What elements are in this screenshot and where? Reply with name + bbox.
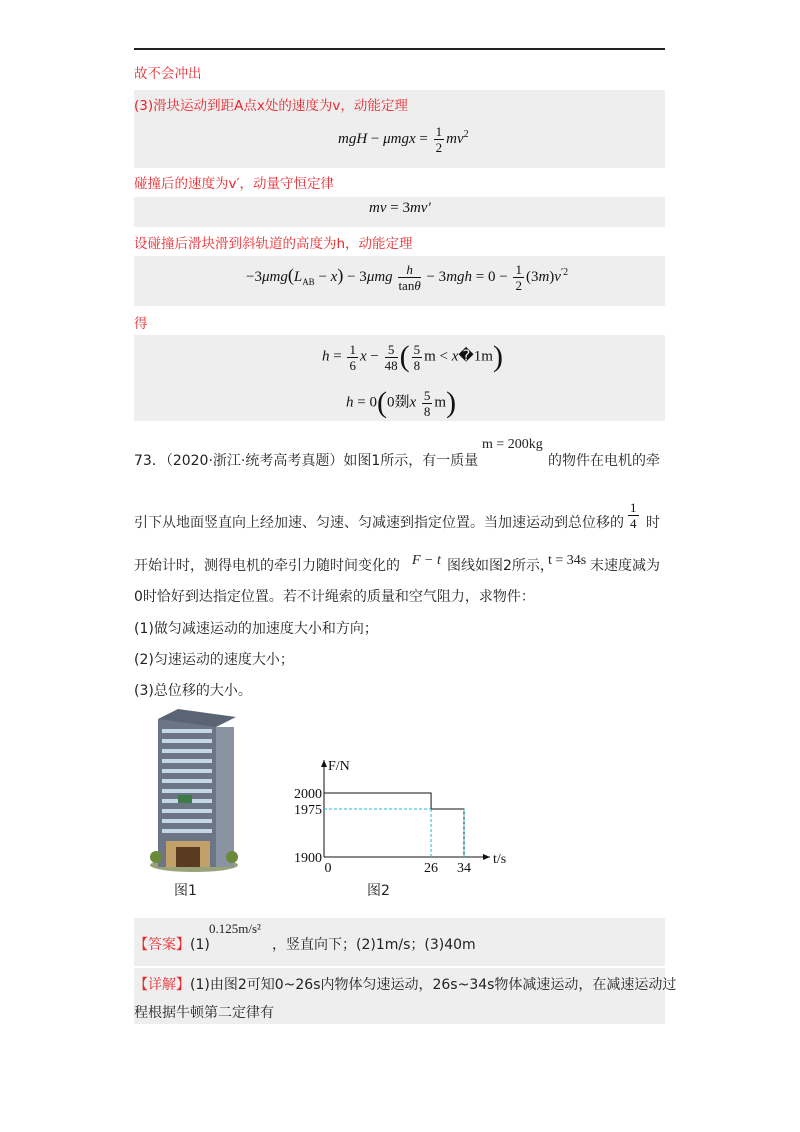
- solution-line-b: (3)滑块运动到距A点x处的速度为v，动能定理: [134, 98, 408, 114]
- series-line: [324, 793, 464, 857]
- detail-label: 【详解】: [134, 977, 190, 993]
- problem-line-3a: 开始计时，测得电机的牵引力随时间变化的: [134, 558, 400, 574]
- figure-1-caption: 图1: [174, 883, 197, 899]
- x-tick-26: 26: [424, 861, 439, 876]
- question-2: (2)匀速运动的速度大小；: [134, 652, 294, 668]
- y-axis-label: F/N: [328, 759, 350, 774]
- building-illustration: [148, 705, 240, 873]
- y-axis-arrow: [321, 760, 327, 767]
- x-tick-0: 0: [324, 861, 332, 876]
- answer-label: 【答案】: [134, 937, 190, 953]
- x-axis-label: t/s: [493, 852, 507, 867]
- time-expression: t = 34s: [548, 553, 587, 568]
- figure-2-caption: 图2: [367, 883, 390, 899]
- detail-line-2: 程根据牛顿第二定律有: [134, 1005, 274, 1021]
- mass-expression: m = 200kg: [482, 437, 543, 452]
- f-t-chart: [280, 752, 510, 882]
- question-3: (3)总位移的大小。: [134, 683, 252, 699]
- problem-line-3c: 末速度减为: [590, 558, 660, 574]
- problem-line-1: 73．（2020·浙江·统考高考真题）如图1所示，有一质量: [134, 453, 479, 469]
- equation-momentum: mv = 3mv′: [369, 200, 431, 216]
- y-tick-1975: 1975: [294, 803, 322, 818]
- equation-energy-1: mgH − μmgx = $\frac{1}{2}$ $mv^2$: [338, 124, 469, 155]
- ft-expression: F − t: [412, 553, 441, 568]
- equation-h-2: h = 0(0剟x $\frac{5}{8}$ m): [346, 386, 457, 419]
- y-tick-2000: 2000: [294, 787, 322, 802]
- header-rule: [134, 48, 665, 50]
- problem-line-4: 0时恰好到达指定位置。若不计绳索的质量和空气阻力，求物件：: [134, 589, 535, 605]
- equation-h-1: h = $\frac{1}{6}$ x − $\frac{5}{48}$ ( $\frac{5}{8}$ m < x�1m): [322, 340, 503, 373]
- problem-line-3b: 图线如图2所示，: [447, 558, 554, 574]
- solution-line-a: 故不会冲出: [134, 66, 202, 82]
- equation-energy-2: $-3\mu mg(L_{AB} - x) - 3\mu mg$ $\frac{h}{\tan\theta}$ − 3mgh = 0 − $\frac{1}{2}$ $(3m)v^{'2}$: [246, 262, 569, 293]
- x-tick-34: 34: [457, 861, 471, 876]
- y-tick-1900: 1900: [294, 851, 322, 866]
- answer-line: 【答案】(1): [134, 937, 210, 953]
- question-1: (1)做匀减速运动的加速度大小和方向；: [134, 621, 378, 637]
- problem-line-2-end: 时: [646, 515, 660, 531]
- answer-acceleration: 0.125m/s²: [209, 921, 261, 936]
- x-axis-arrow: [483, 854, 490, 860]
- problem-line-2: 引下从地面竖直向上经加速、匀速、匀减速到指定位置。当加速运动到总位移的: [134, 515, 624, 531]
- solution-line-e: 得: [134, 316, 148, 332]
- solution-line-d: 设碰撞后滑块滑到斜轨道的高度为h，动能定理: [134, 236, 413, 252]
- detail-line-1: 【详解】(1)由图2可知0~26s内物体匀速运动，26s~34s物体减速运动，在减速运动过: [134, 977, 677, 993]
- problem-line-1-end: 的物件在电机的牵: [548, 453, 660, 469]
- fraction-quarter: $\frac{1}{4}$: [630, 500, 637, 531]
- answer-rest: ，竖直向下；(2)1m/s；(3)40m: [272, 937, 476, 953]
- solution-line-c: 碰撞后的速度为v′，动量守恒定律: [134, 176, 335, 192]
